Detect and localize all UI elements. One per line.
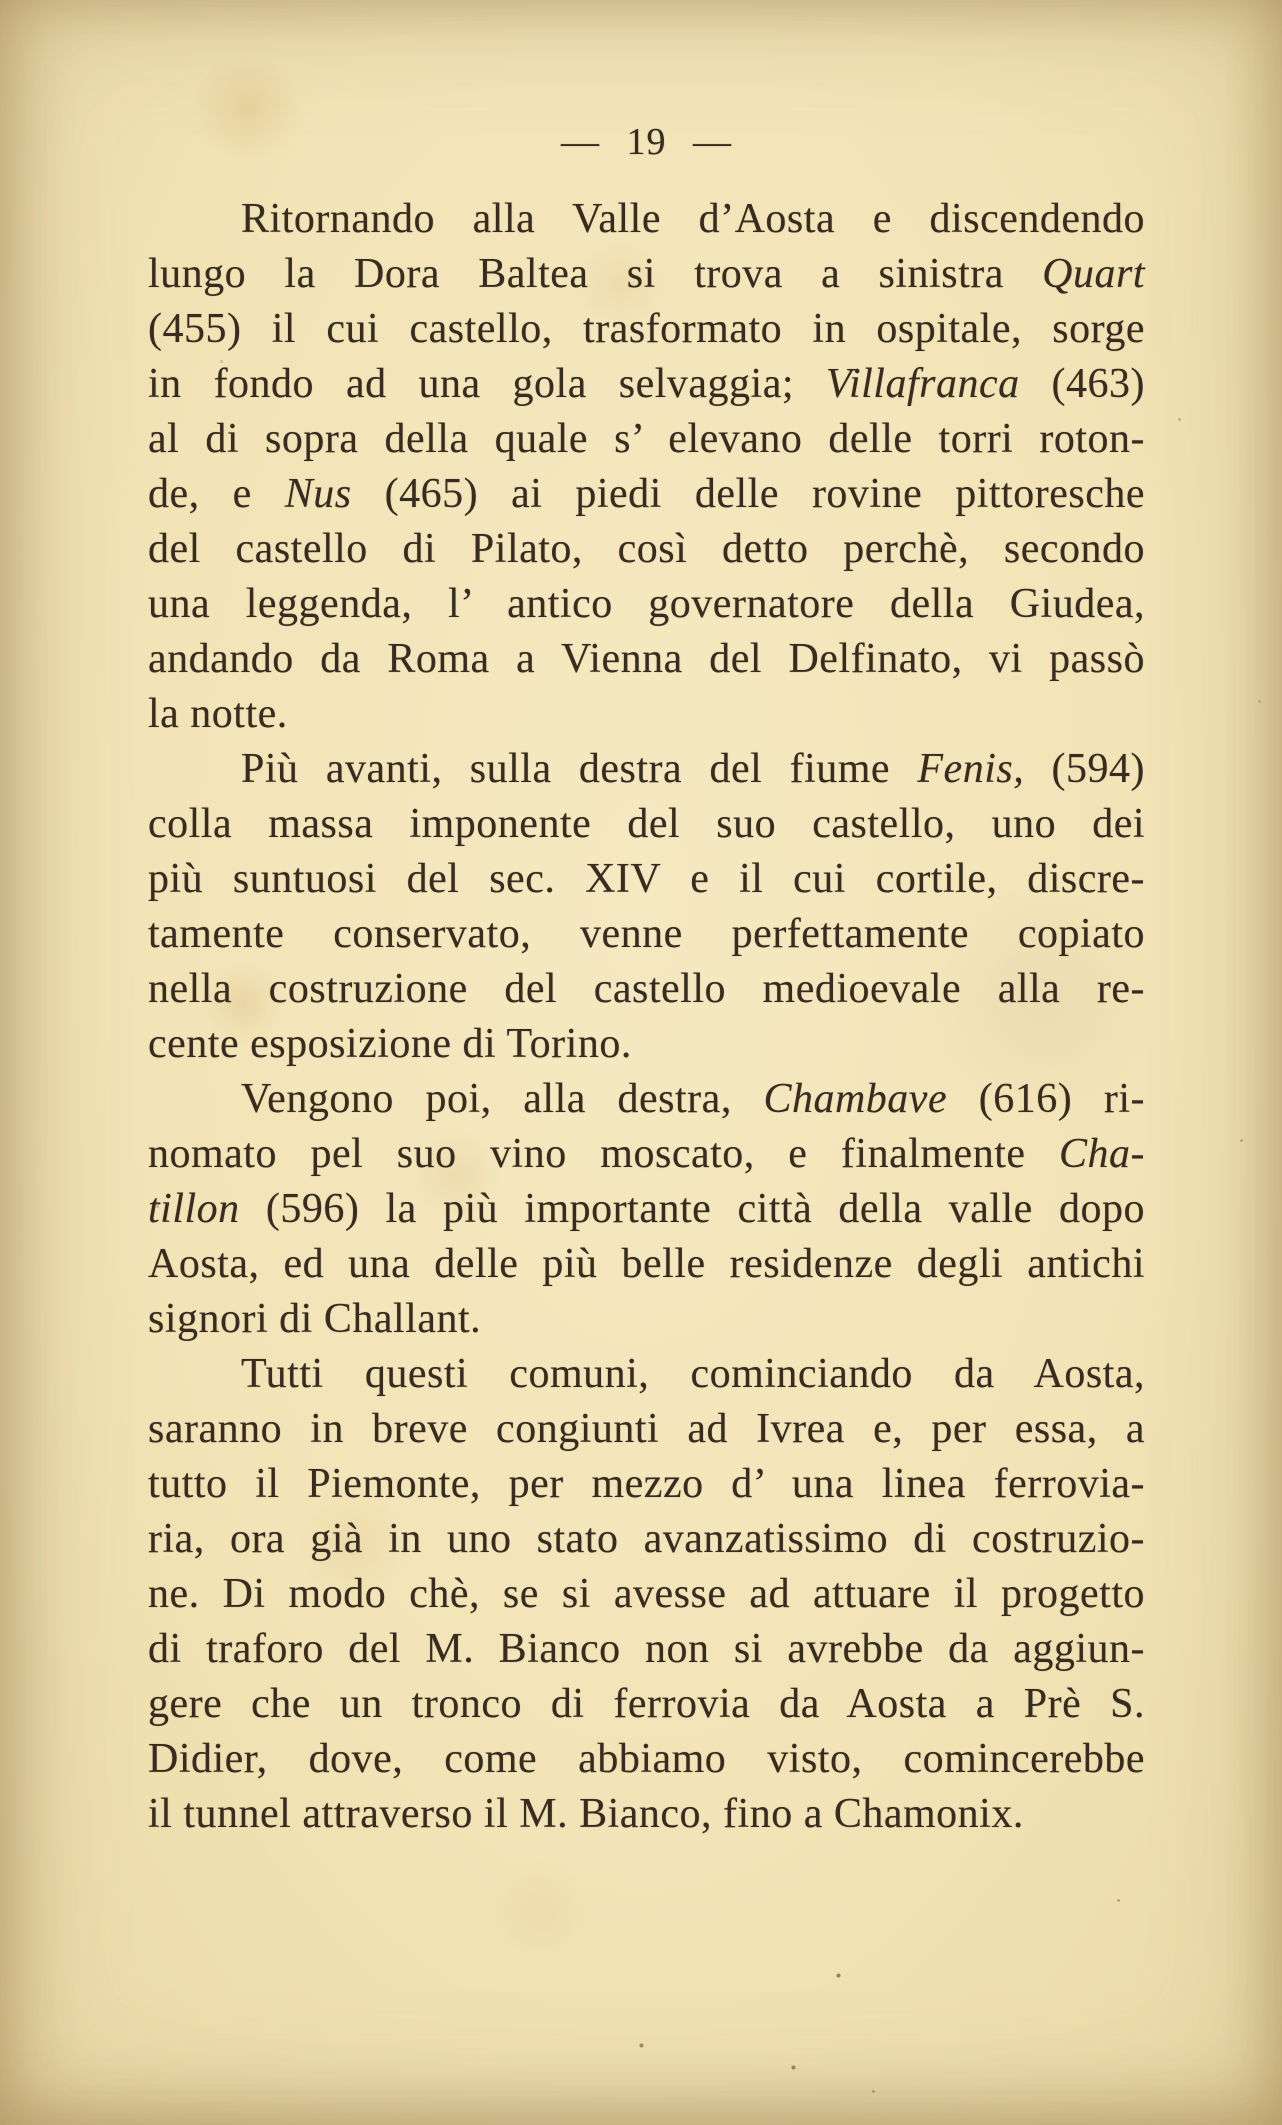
text-segment: lungo la Dora Baltea si trova a sinistra: [148, 251, 1043, 297]
text-line: [148, 1457, 1145, 1512]
text-line: [148, 412, 1145, 467]
paragraph: [148, 1072, 1145, 1347]
text-segment: (594): [1024, 746, 1145, 792]
text-line: [148, 1567, 1145, 1622]
text-line: [148, 467, 1145, 522]
text-line: [148, 1622, 1145, 1677]
text-segment: ne. Di modo chè, se si avesse ad attuare il progetto: [148, 1571, 1145, 1617]
text-segment: Didier, dove, come abbiamo visto, comincerebbe: [148, 1736, 1145, 1782]
text-line: [148, 247, 1145, 302]
text-line: [148, 962, 1145, 1017]
text-line: [148, 302, 1145, 357]
text-segment: (455) il cui castello, trasformato in ospitale, sorge: [148, 306, 1145, 352]
italic-text: Fenis,: [917, 746, 1025, 792]
paragraph: [148, 742, 1145, 1072]
text-line: [148, 1017, 1145, 1072]
text-segment: nomato pel suo vino moscato, e finalmente: [148, 1131, 1059, 1177]
italic-text: Villafranca: [825, 361, 1020, 407]
text-segment: di traforo del M. Bianco non si avrebbe da aggiun-: [148, 1626, 1145, 1672]
text-segment: (465) ai piedi delle rovine pittoresche: [351, 471, 1145, 517]
text-segment: signori di Challant.: [148, 1296, 482, 1342]
text-segment: colla massa imponente del suo castello, uno dei: [148, 801, 1145, 847]
italic-text: tillon: [148, 1186, 240, 1232]
text-segment: saranno in breve congiunti ad Ivrea e, per essa, a: [148, 1406, 1145, 1452]
text-body: [148, 192, 1145, 1842]
text-segment: Vengono poi, alla destra,: [241, 1076, 764, 1122]
text-segment: cente esposizione di Torino.: [148, 1021, 632, 1067]
text-line: [148, 192, 1145, 247]
text-segment: Più avanti, sulla destra del fiume: [241, 746, 918, 792]
text-line: [148, 1732, 1145, 1787]
italic-text: Chambave: [763, 1076, 948, 1122]
text-line: [148, 577, 1145, 632]
text-line: [148, 742, 1145, 797]
text-segment: una leggenda, l’ antico governatore della Giudea,: [148, 581, 1145, 627]
text-line: [148, 632, 1145, 687]
paper-specks: [0, 0, 3, 3]
text-line: [148, 1347, 1145, 1402]
text-segment: al di sopra della quale s’ elevano delle torri roton-: [148, 416, 1145, 462]
text-segment: ria, ora già in uno stato avanzatissimo di costruzio-: [148, 1516, 1145, 1562]
italic-text: Nus: [284, 471, 352, 517]
text-line: [148, 1402, 1145, 1457]
text-segment: la notte.: [148, 691, 288, 737]
page-number: — 19 —: [561, 121, 732, 163]
text-line: [148, 1182, 1145, 1237]
text-segment: nella costruzione del castello medioevale alla re-: [148, 966, 1145, 1012]
text-line: [148, 522, 1145, 577]
text-segment: più suntuosi del sec. XIV e il cui cortile, discre-: [148, 856, 1145, 902]
text-segment: tutto il Piemonte, per mezzo d’ una linea ferrovia-: [148, 1461, 1145, 1507]
text-segment: andando da Roma a Vienna del Delfinato, vi passò: [148, 636, 1145, 682]
text-line: [148, 852, 1145, 907]
paragraph: [148, 192, 1145, 742]
text-segment: Tutti questi comuni, cominciando da Aosta,: [241, 1351, 1145, 1397]
text-line: [148, 687, 1145, 742]
text-line: [148, 1677, 1145, 1732]
text-segment: Ritornando alla Valle d’Aosta e discendendo: [241, 196, 1145, 242]
text-segment: (616) ri-: [947, 1076, 1145, 1122]
text-line: [148, 907, 1145, 962]
italic-text: Cha-: [1059, 1131, 1145, 1177]
text-segment: in fondo ad una gola selvaggia;: [148, 361, 826, 407]
text-segment: il tunnel attraverso il M. Bianco, fino a Chamonix.: [148, 1791, 1024, 1837]
text-line: [148, 1237, 1145, 1292]
text-line: [148, 797, 1145, 852]
text-line: [148, 1512, 1145, 1567]
text-line: [148, 1787, 1145, 1842]
text-line: [148, 1292, 1145, 1347]
text-segment: de, e: [148, 471, 285, 517]
text-line: [148, 1127, 1145, 1182]
text-segment: (463): [1019, 361, 1145, 407]
text-line: [148, 1072, 1145, 1127]
paragraph: [148, 1347, 1145, 1842]
text-line: [148, 357, 1145, 412]
italic-text: Quart: [1042, 251, 1145, 297]
text-segment: tamente conservato, venne perfettamente copiato: [148, 911, 1145, 957]
text-segment: Aosta, ed una delle più belle residenze degli antichi: [148, 1241, 1145, 1287]
text-segment: (596) la più importante città della valle dopo: [239, 1186, 1145, 1232]
text-segment: gere che un tronco di ferrovia da Aosta a Prè S.: [148, 1681, 1145, 1727]
text-segment: del castello di Pilato, così detto perchè, secondo: [148, 526, 1145, 572]
